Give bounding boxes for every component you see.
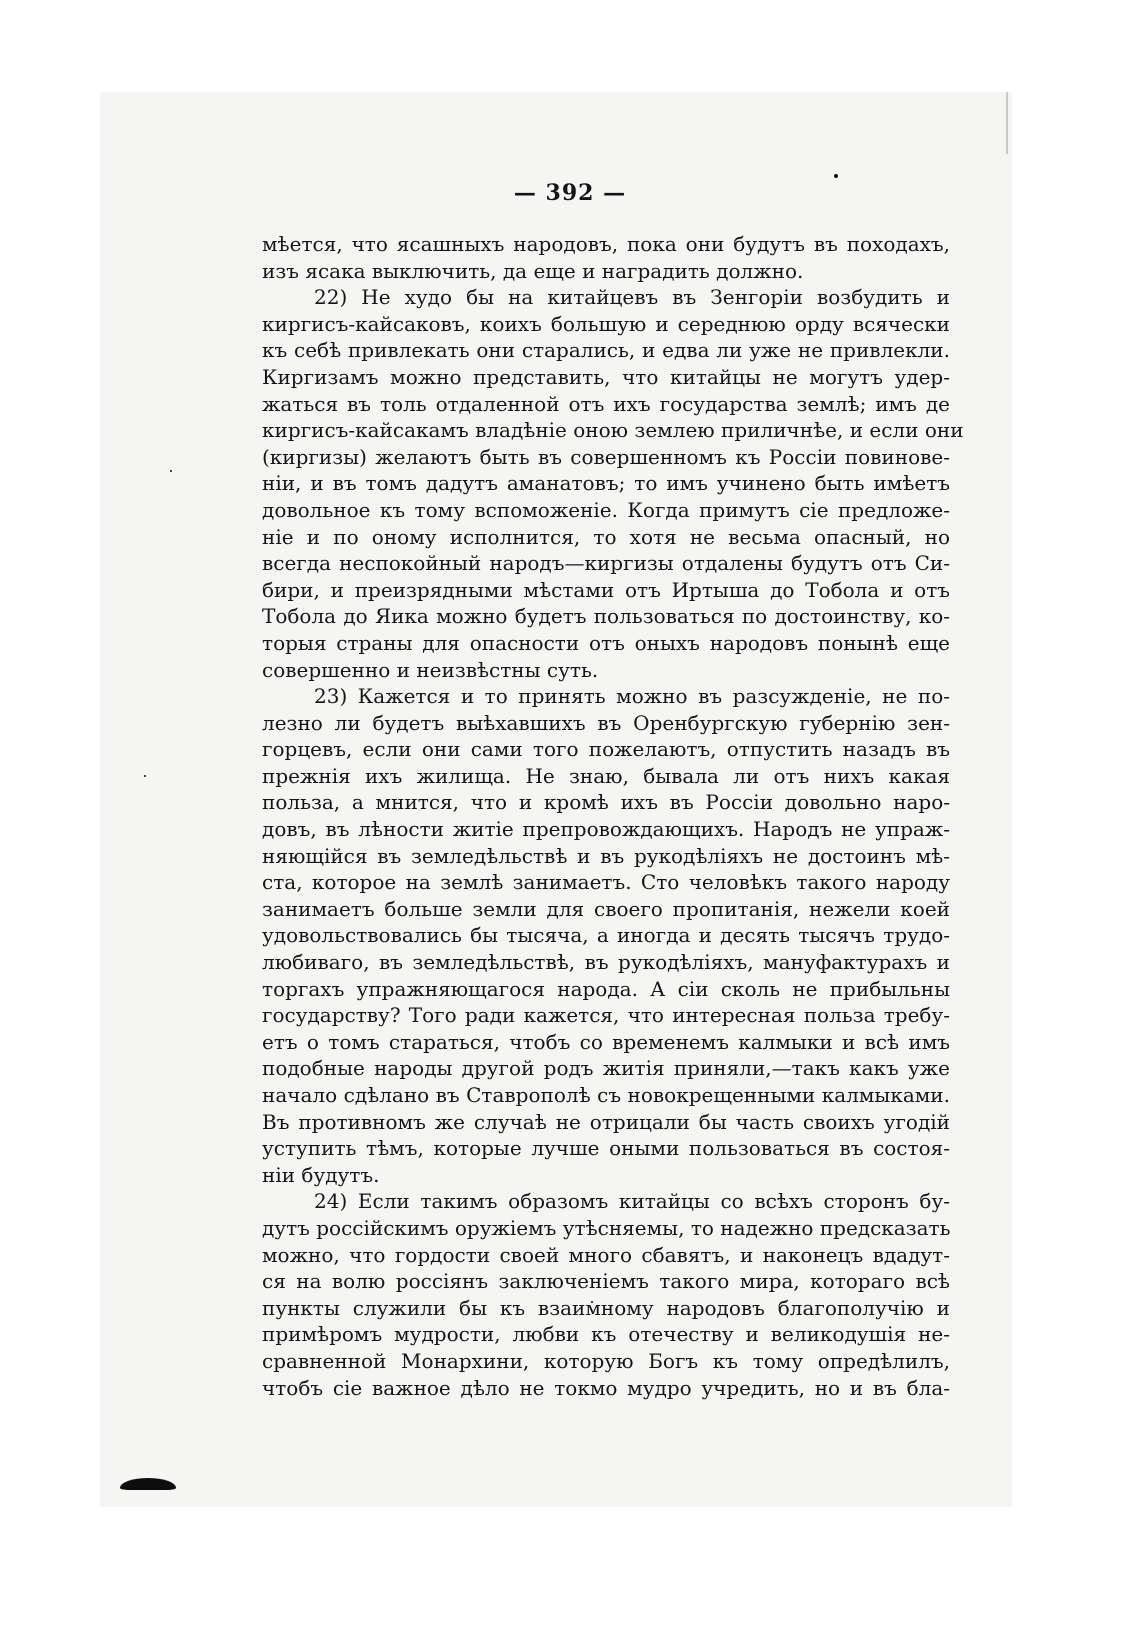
dust-speck: [144, 775, 146, 777]
text-line: къ себѣ привлекать они старались, и едва ли уже не привлекли.: [262, 338, 950, 363]
text-line: подобные народы другой родъ житія приняли,—такъ какъ уже: [262, 1056, 950, 1081]
text-line: бири, и преизрядными мѣстами отъ Иртыша до Тобола и отъ: [262, 577, 950, 602]
text-line: (киргизы) желаютъ быть въ совершенномъ къ Россіи повинове-: [262, 444, 950, 469]
text-line: ніи будутъ.: [262, 1162, 380, 1187]
text-line: етъ о томъ стараться, чтобъ со временемъ калмыки и всѣ имъ: [262, 1029, 950, 1054]
text-line: сравненной Монархини, которую Богъ къ тому опредѣлилъ,: [262, 1348, 950, 1373]
paragraph-23: [262, 683, 950, 1188]
text-line: Въ противномъ же случаѣ не отрицали бы часть своихъ угодій: [262, 1109, 950, 1134]
dust-speck: [170, 470, 172, 472]
text-line: киргисъ-кайсаковъ, коихъ большую и середнюю орду всячески: [262, 311, 950, 336]
text-line: довольное къ тому вспоможеніе. Когда примутъ сіе предложе-: [262, 497, 950, 522]
text-line: лезно ли будетъ выѣхавшихъ въ Оренбургскую губернію зен-: [262, 710, 950, 735]
text-line: ся на волю россіянъ заключеніемъ такого мира, котораго всѣ: [262, 1269, 950, 1294]
text-line: торыя страны для опасности отъ оныхъ народовъ понынѣ еще: [262, 630, 950, 655]
text-line: Тобола до Яика можно будетъ пользоваться по достоинству, ко-: [262, 604, 950, 629]
text-line: 23) Кажется и то принять можно въ разсужденіе, не по-: [314, 684, 950, 709]
text-line: прежнія ихъ жилища. Не знаю, бывала ли отъ нихъ какая: [262, 763, 950, 788]
text-line: торгахъ упражняющагося народа. А сіи сколь не прибыльны: [262, 976, 950, 1001]
text-line: удовольствовались бы тысяча, а иногда и десять тысячъ трудо-: [262, 923, 950, 948]
text-line: всегда неспокойный народъ—киргизы отдалены будутъ отъ Си-: [262, 551, 950, 576]
text-line: мѣется, что ясашныхъ народовъ, пока они будутъ въ походахъ,: [262, 232, 950, 256]
page-number: — 392 —: [513, 180, 627, 206]
text-line: польза, а мнится, что и кромѣ ихъ въ Россіи довольно наро-: [262, 790, 950, 815]
text-line: ніе и по оному исполнится, то хотя не весьма опасный, но: [262, 524, 950, 549]
text-line: киргисъ-кайсакамъ владѣніе оною землею приличнѣе, и если они: [262, 418, 964, 443]
page-edge-mark: [1006, 92, 1008, 154]
text-line: занимаетъ больше земли для своего пропитанія, нежели коей: [262, 896, 950, 921]
text-line: начало сдѣлано въ Ставрополѣ съ новокрещенными калмыками.: [262, 1083, 950, 1107]
text-line: государству? Того ради кажется, что интересная польза требу-: [262, 1003, 950, 1028]
text-line: горцевъ, если они сами того пожелаютъ, отпустить назадъ въ: [262, 737, 950, 762]
text-line: 24) Если такимъ образомъ китайцы со всѣхъ сторонъ бу-: [314, 1189, 950, 1214]
text-line: чтобъ сіе важное дѣло не токмо мудро учредить, но и въ бла-: [262, 1375, 950, 1400]
paragraph-22: [262, 284, 964, 683]
text-line: изъ ясака выключить, да еще и наградить должно.: [262, 258, 804, 283]
text-line: довъ, въ лѣности житіе препровождающихъ. Народъ не упраж-: [262, 817, 950, 842]
text-line: няющійся въ земледѣльствѣ и въ рукодѣліяхъ не достоинъ мѣ-: [262, 843, 950, 868]
text-line: Киргизамъ можно представить, что китайцы не могутъ удер-: [262, 364, 950, 389]
text-line: примѣромъ мудрости, любви къ отечеству и великодушія не-: [262, 1322, 950, 1347]
paragraph-continuation: [262, 231, 950, 284]
text-line: можно, что гордости своей много сбавятъ, и наконецъ вдадут-: [262, 1242, 950, 1267]
text-line: ніи, и въ томъ дадутъ аманатовъ; то имъ учинено быть имѣетъ: [262, 471, 950, 496]
text-line: дутъ россійскимъ оружіемъ утѣсняемы, то надежно предсказать: [262, 1215, 951, 1240]
text-line: жаться въ толь отдаленной отъ ихъ государства землѣ; имъ де: [262, 391, 950, 416]
text-line: уступить тѣмъ, которые лучше оными пользоваться въ состоя-: [262, 1136, 950, 1161]
body-text: [262, 231, 964, 1401]
dust-speck: [834, 174, 838, 178]
text-line: ста, которое на землѣ занимаетъ. Сто человѣкъ такого народу: [262, 870, 950, 895]
paragraph-24: [262, 1188, 950, 1401]
text-line: любиваго, въ земледѣльствѣ, въ рукодѣліяхъ, мануфактурахъ и: [262, 950, 950, 975]
text-line: 22) Не худо бы на китайцевъ въ Зенгоріи возбудить и: [314, 285, 950, 310]
text-line: пункты служили бы къ взаимному народовъ благополучію и: [262, 1295, 950, 1320]
text-line: совершенно и неизвѣстны суть.: [262, 657, 599, 682]
